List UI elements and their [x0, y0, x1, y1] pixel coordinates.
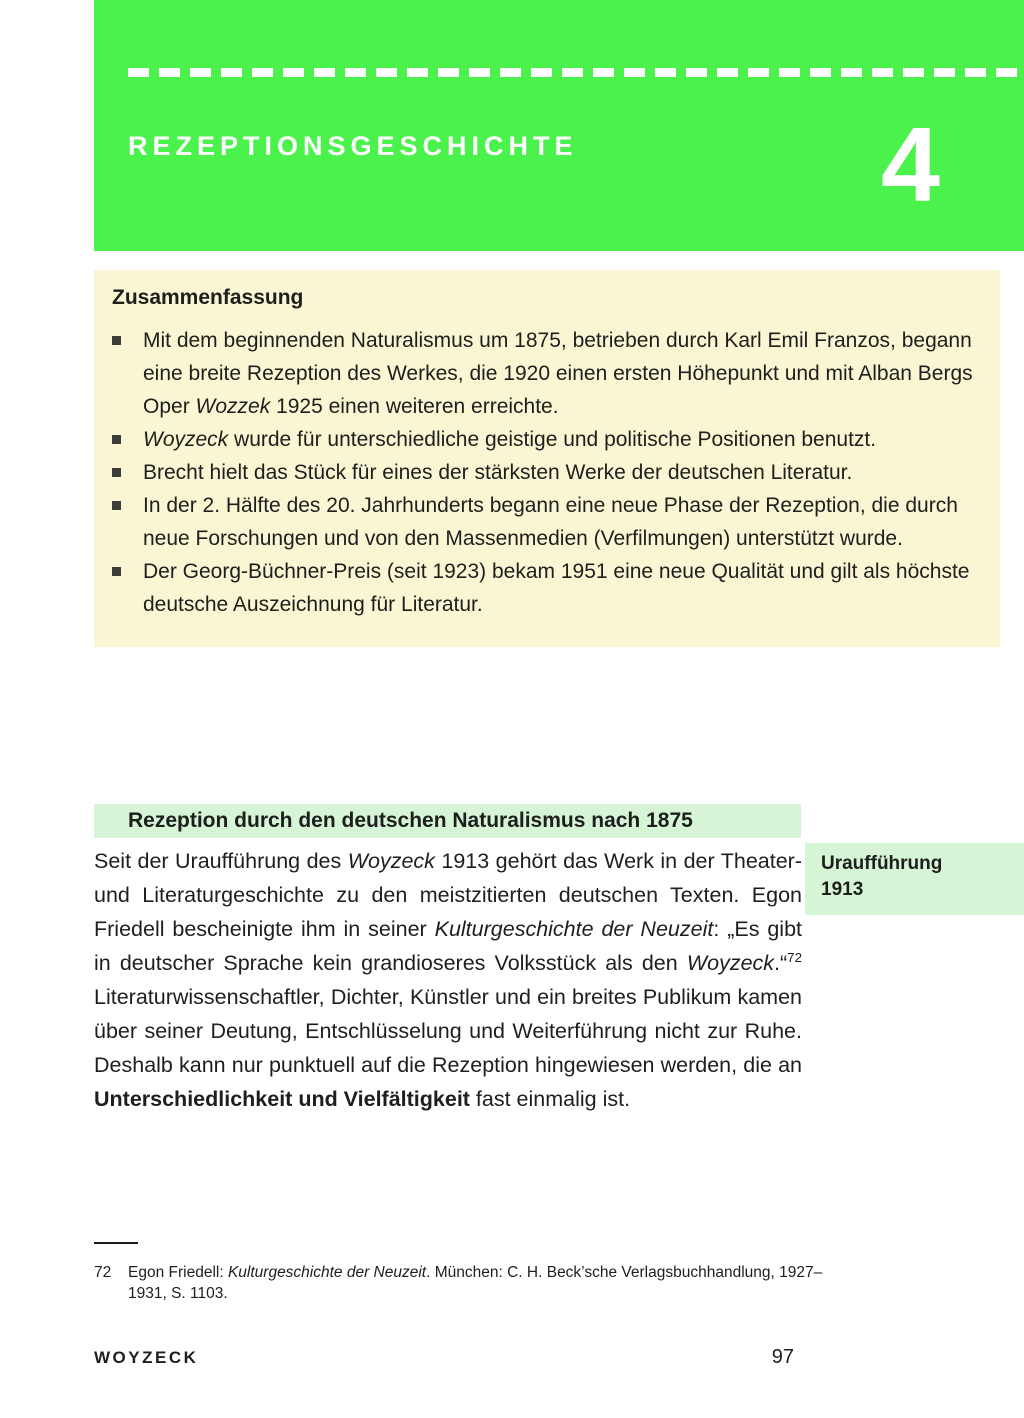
summary-bullet-item [112, 555, 976, 621]
page-number: 97 [771, 1346, 794, 1368]
chapter-banner [94, 0, 1024, 251]
summary-bullet-text: In der 2. Hälfte des 20. Jahrhunderts begann eine neue Phase der Rezeption, die durch neue Forschungen und von den Massenmedien (Verfilmungen) unterstützt wurde. [143, 494, 958, 550]
section-heading-bar [94, 804, 801, 838]
summary-bullet-text: Mit dem beginnenden Naturalismus um 1875, betrieben durch Karl Emil Franzos, begann eine breite Rezeption des Werkes, die 1920 einen ersten Höhepunkt und mit Alban Bergs Oper Wozzek 1925 einen weiteren erreichte. [143, 329, 973, 418]
bullet-square-icon [112, 468, 121, 477]
summary-bullet-item [112, 456, 976, 489]
footnote [94, 1262, 824, 1304]
bullet-square-icon [112, 501, 121, 510]
footnote-text: Egon Friedell: Kulturgeschichte der Neuzeit. München: C. H. Beck’sche Verlagsbuchhandlung, 1927–1931, S. 1103. [128, 1264, 823, 1302]
summary-bullet-text: Woyzeck wurde für unterschiedliche geistige und politische Positionen benutzt. [143, 428, 877, 451]
margin-note-line-2: 1913 [821, 879, 864, 900]
summary-bullet-text: Brecht hielt das Stück für eines der stärksten Werke der deutschen Literatur. [143, 461, 853, 484]
page-footer [94, 1346, 794, 1369]
chapter-number: 4 [881, 106, 940, 224]
summary-bullet-item [112, 423, 976, 456]
margin-note-line-1: Uraufführung [821, 853, 943, 874]
bullet-square-icon [112, 336, 121, 345]
section-heading: Rezeption durch den deutschen Naturalismus nach 1875 [128, 809, 693, 832]
body-paragraph: Seit der Uraufführung des Woyzeck 1913 gehört das Werk in der Theater- und Literaturgeschichte zu den meistzitierten deutschen Texten. Egon Friedell bescheinigte ihm in seiner Kulturgeschichte der Neuzeit: „Es gibt in deutscher Sprache kein grandioseres Volksstück als den Woyzeck.“$^{72}$ Literaturwissenschaftler, Dichter, Künstler und ein breites Publikum kamen über seiner Deutung, Entschlüsselung und Weiterführung nicht zur Ruhe. Deshalb kann nur punktuell auf die Rezeption hingewiesen werden, die an Unterschiedlichkeit und Vielfältigkeit fast einmalig ist. [94, 849, 802, 1111]
summary-bullet-text: Der Georg-Büchner-Preis (seit 1923) bekam 1951 eine neue Qualität und gilt als höchste deutsche Auszeichnung für Literatur. [143, 560, 970, 616]
margin-note [805, 843, 1024, 915]
summary-bullet-item [112, 324, 976, 423]
summary-heading: Zusammenfassung [112, 286, 304, 309]
footnote-rule [94, 1242, 138, 1244]
footnote-number: 72 [94, 1264, 112, 1281]
summary-list [112, 324, 976, 621]
bullet-square-icon [112, 567, 121, 576]
summary-box [94, 270, 1000, 647]
book-title: WOYZECK [94, 1348, 199, 1367]
dashed-rule [128, 68, 1024, 77]
chapter-title: REZEPTIONSGESCHICHTE [128, 131, 578, 161]
summary-bullet-item [112, 489, 976, 555]
bullet-square-icon [112, 435, 121, 444]
